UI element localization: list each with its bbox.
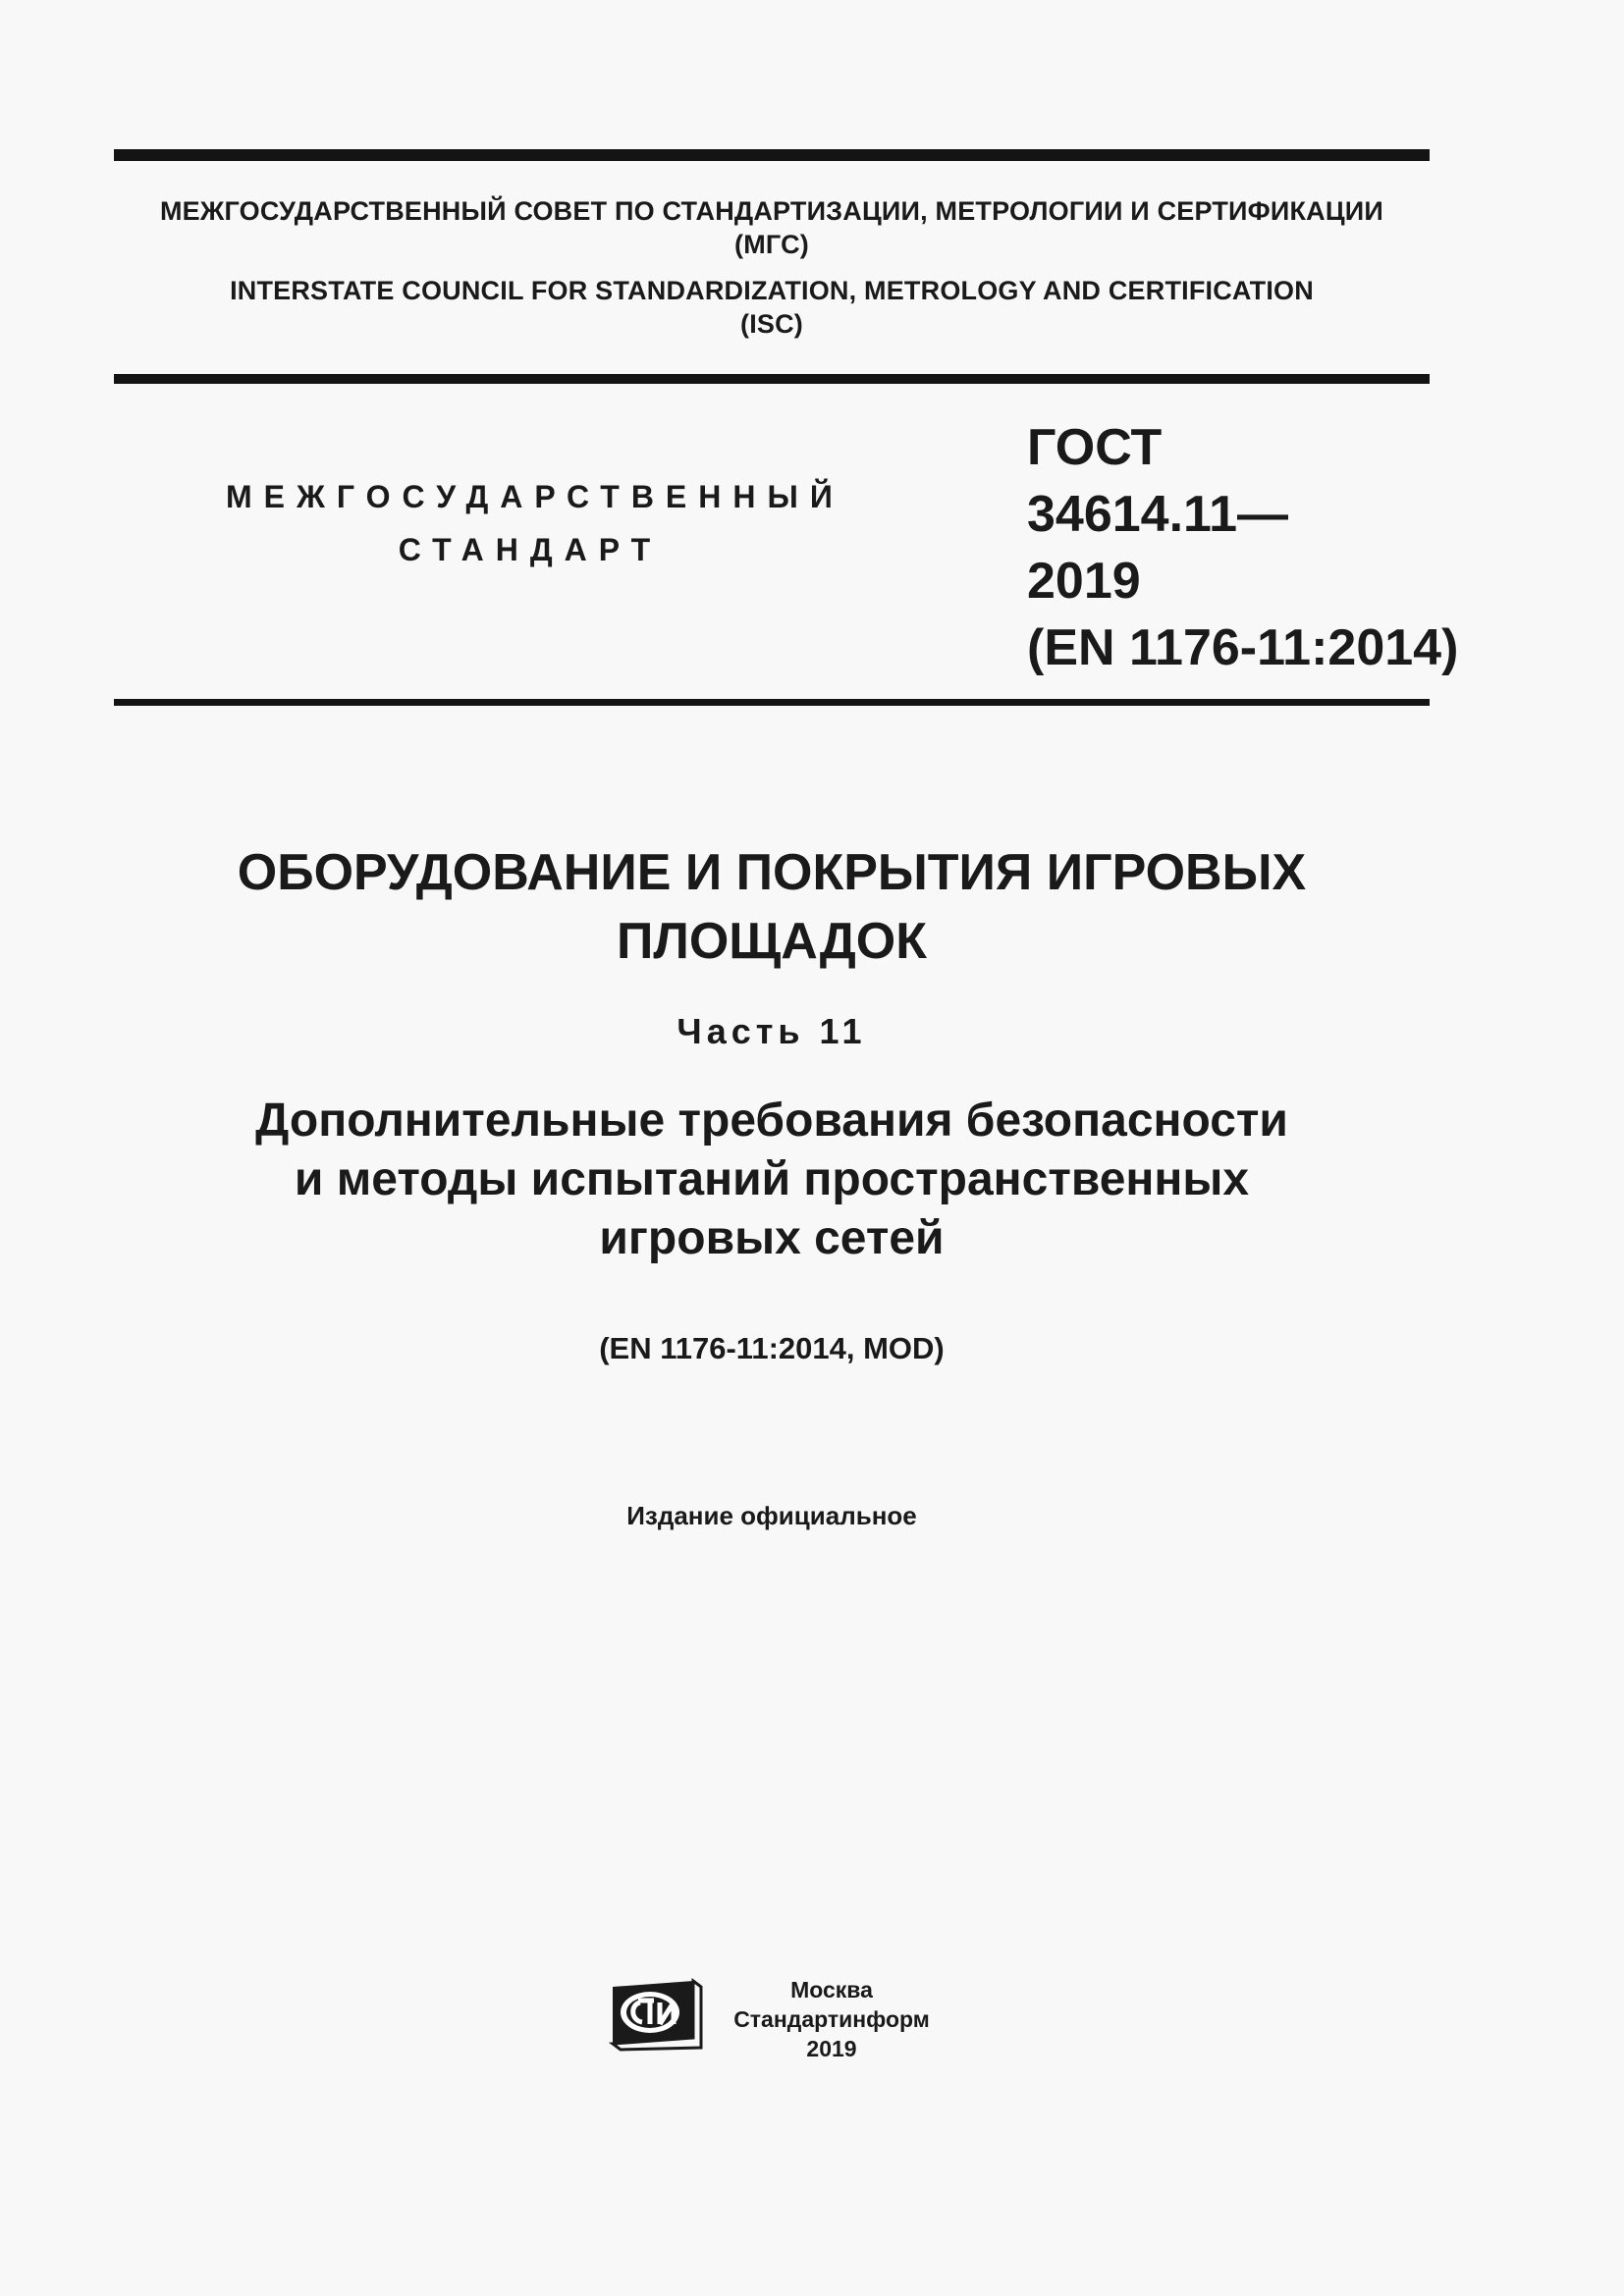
middle-rule xyxy=(114,374,1430,384)
main-title xyxy=(114,838,1430,976)
designation-number: 34614.11— xyxy=(1027,486,1289,543)
imprint-city: Москва xyxy=(790,1977,873,2002)
standard-type-line1: МЕЖГОСУДАРСТВЕННЫЙ xyxy=(226,479,844,514)
subtitle-line3: игровых сетей xyxy=(599,1212,945,1264)
en-reference: (EN 1176-11:2014, MOD) xyxy=(599,1331,945,1365)
subtitle-line1: Дополнительные требования безопасности xyxy=(255,1095,1288,1147)
council-name-ru: МЕЖГОСУДАРСТВЕННЫЙ СОВЕТ ПО СТАНДАРТИЗАЦИИ, МЕТРОЛОГИИ И СЕРТИФИКАЦИИ xyxy=(159,196,1384,226)
council-name-en-block xyxy=(114,274,1430,341)
main-title-line1: ОБОРУДОВАНИЕ И ПОКРЫТИЯ ИГРОВЫХ xyxy=(237,844,1307,901)
standard-type-line2: СТАНДАРТ xyxy=(398,532,663,567)
standard-type xyxy=(226,470,844,576)
edition-label: Издание официальное xyxy=(626,1501,917,1530)
council-abbr-ru: (МГС) xyxy=(734,230,809,259)
top-rule xyxy=(114,149,1430,161)
publisher-logo-icon xyxy=(609,1977,705,2052)
council-name-en: INTERSTATE COUNCIL FOR STANDARDIZATION, METROLOGY AND CERTIFICATION xyxy=(230,276,1314,305)
imprint-publisher: Стандартинформ xyxy=(733,2006,930,2032)
bottom-rule xyxy=(114,699,1430,706)
part-label: Часть 11 xyxy=(677,1011,867,1051)
imprint xyxy=(719,1975,945,2063)
standard-designation xyxy=(1027,414,1459,681)
main-title-line2: ПЛОЩАДОК xyxy=(616,913,927,970)
council-abbr-en: (ISC) xyxy=(740,309,803,339)
council-name-ru-block xyxy=(114,194,1430,261)
designation-year: 2019 xyxy=(1027,553,1141,610)
subtitle xyxy=(114,1092,1430,1268)
subtitle-line2: и методы испытаний пространственных xyxy=(294,1153,1250,1205)
imprint-year: 2019 xyxy=(806,2036,857,2061)
designation-prefix: ГОСТ xyxy=(1027,419,1163,476)
designation-reference: (EN 1176-11:2014) xyxy=(1027,619,1459,676)
